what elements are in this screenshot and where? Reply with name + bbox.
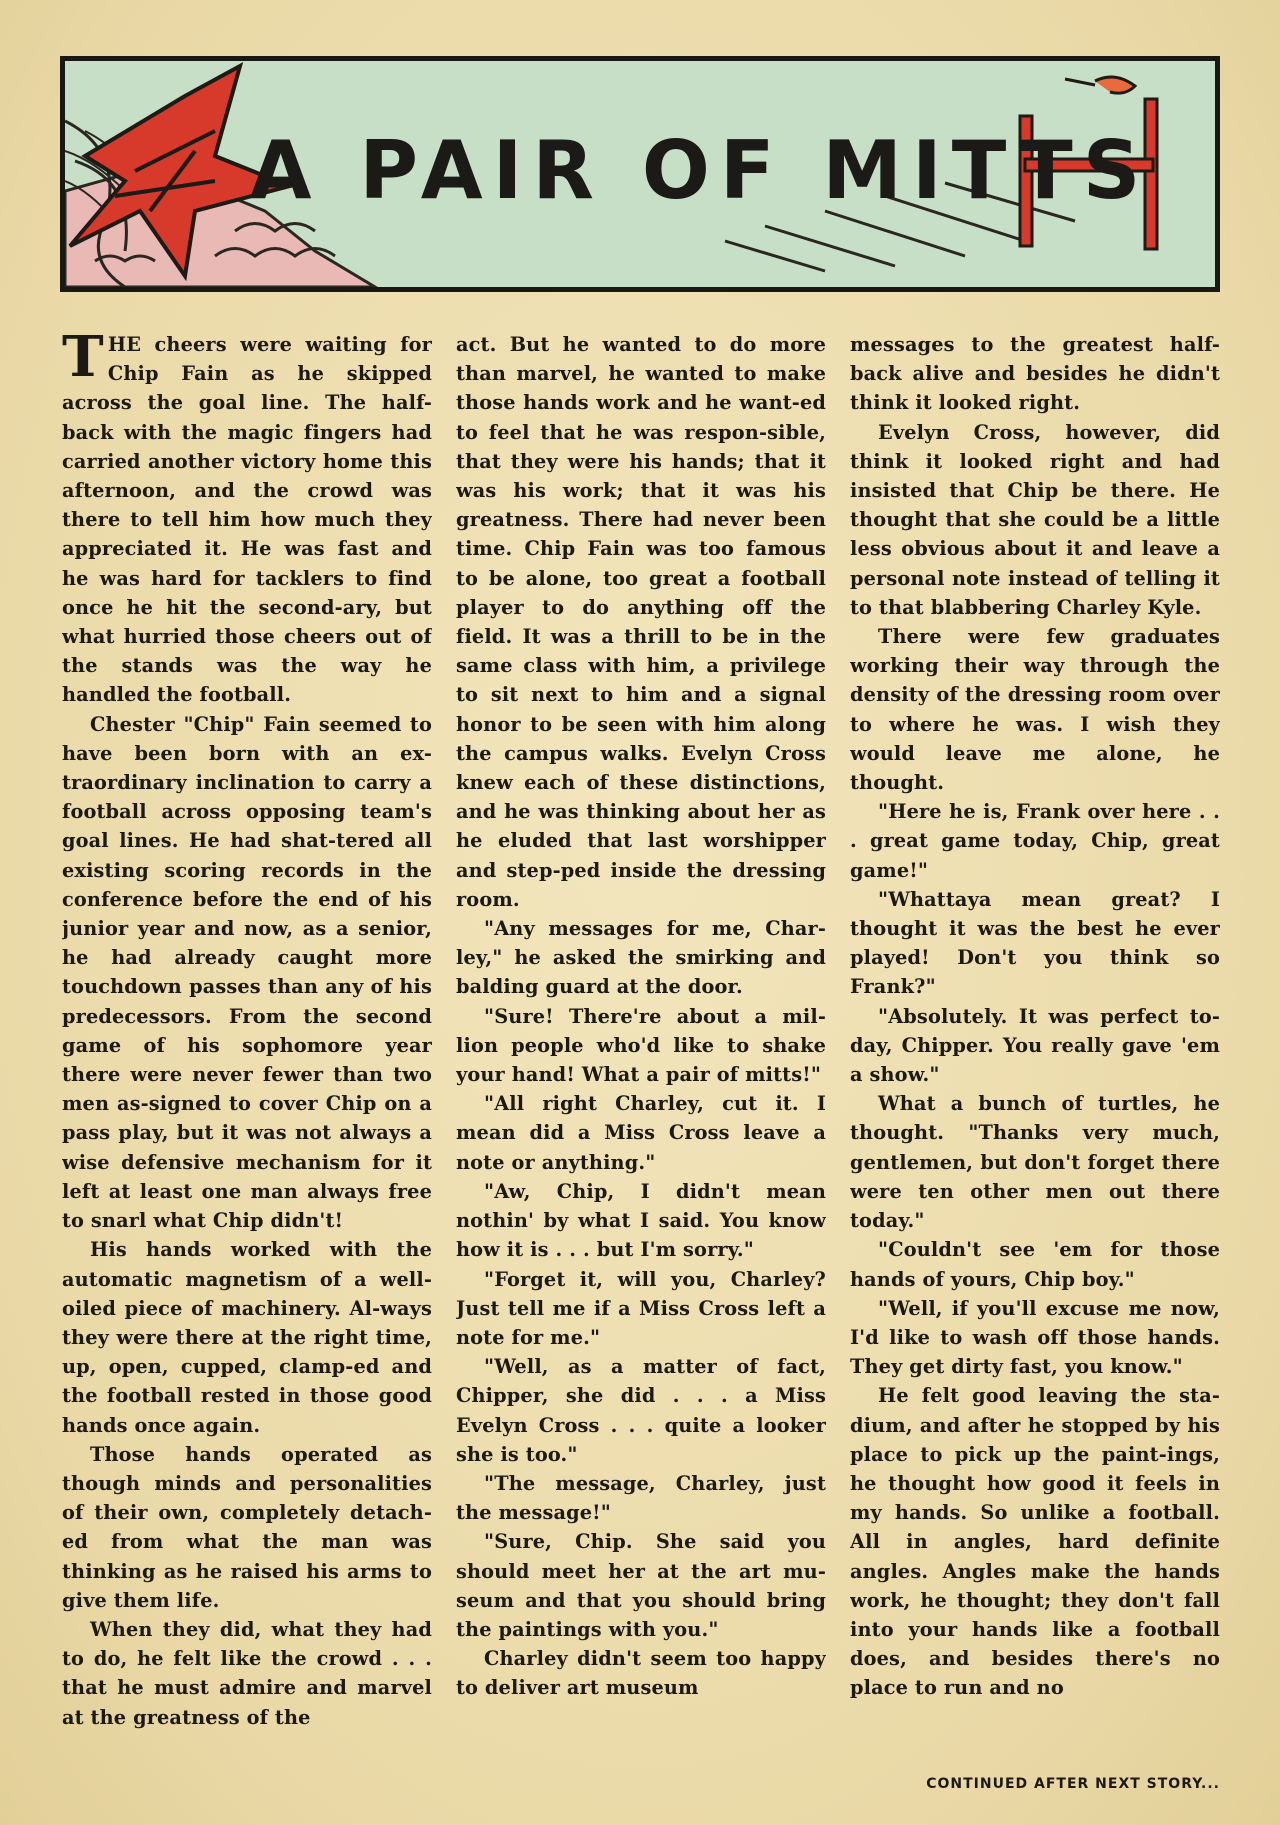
paragraph (456, 1002, 826, 1090)
paragraph (850, 1381, 1220, 1702)
paragraph-text: "Any messages for me, Char-ley," he asked the smirking and balding guard at the door. (456, 917, 826, 999)
text-column-3 (850, 330, 1220, 1770)
drop-cap: T (62, 330, 104, 390)
paragraph-text: act. But he wanted to do more than marvel, he wanted to make those hands work and he want-ed to feel that he was respon-sible, that they were his hands; that it was his work; that it was his greatness. There had never been time. Chip Fain was too famous to be alone, too great a football player to do anything off the field. It was a thrill to be in the same class with him, a privilege to sit next to him and a signal honor to be seen with him along the campus walks. Evelyn Cross knew each of these distinctions, and he was thinking about her as he eluded that last worshipper and step-ped inside the dressing room. (456, 333, 826, 911)
text-column-2 (456, 330, 826, 1770)
story-columns (62, 330, 1220, 1770)
paragraph (850, 418, 1220, 622)
paragraph (850, 330, 1220, 418)
paragraph (456, 1644, 826, 1702)
paragraph-text: "Well, if you'll excuse me now, I'd like to wash off those hands. They get dirty fast, you know." (850, 1296, 1220, 1379)
paragraph-text: "Aw, Chip, I didn't mean nothin' by what I said. You know how it is . . . but I'm sorry." (456, 1179, 826, 1262)
continued-notice: CONTINUED AFTER NEXT STORY... (926, 1776, 1220, 1792)
title-banner (60, 56, 1220, 292)
paragraph-text: messages to the greatest half-back alive and besides he didn't think it looked right. (850, 333, 1220, 415)
paragraph (850, 622, 1220, 797)
text-column-1 (62, 330, 432, 1770)
paragraph (62, 1615, 432, 1732)
paragraph (850, 797, 1220, 885)
paragraph (62, 330, 432, 710)
paragraph-text: "The message, Charley, just the message!" (456, 1471, 826, 1525)
paragraph-text: "All right Charley, cut it. I mean did a Miss Cross leave a note or anything." (456, 1092, 826, 1174)
paragraph-text: When they did, what they had to do, he felt like the crowd . . . that he must admire and marvel at the greatness of the (62, 1617, 432, 1729)
paragraph-text: "Sure, Chip. She said you should meet her at the art mu-seum and that you should bring the paintings with you." (456, 1530, 826, 1641)
paragraph-text: "Here he is, Frank over here . . . great game today, Chip, great game!" (850, 800, 1220, 882)
paragraph-text: "Well, as a matter of fact, Chipper, she did . . . a Miss Evelyn Cross . . . quite a looker she is too." (456, 1355, 826, 1466)
paragraph (456, 914, 826, 1002)
paragraph-text: Charley didn't seem too happy to deliver art museum (456, 1647, 826, 1700)
paragraph (850, 1089, 1220, 1235)
paragraph (850, 885, 1220, 1002)
paragraph-text: Those hands operated as though minds and personalities of their own, completely detach-ed from what the man was thinking as he raised his arms to give them life. (62, 1442, 432, 1612)
paragraph (456, 1177, 826, 1265)
paragraph-text: "Absolutely. It was perfect to-day, Chipper. You really gave 'em a show." (850, 1004, 1220, 1087)
paragraph (62, 1440, 432, 1615)
paragraph (850, 1002, 1220, 1090)
paragraph (456, 1469, 826, 1527)
paragraph-text: HE cheers were waiting for Chip Fain as he skipped across the goal line. The half-back with the magic fingers had carried another victory home this afternoon, and the crowd was there to tell him how much they appreciated it. He was fast and he was hard for tacklers to find once he hit the second-ary, but what hurried those cheers out of the stands was the way he handled the football. (62, 333, 432, 707)
paragraph (850, 1294, 1220, 1382)
paragraph (62, 710, 432, 1236)
paragraph (456, 1089, 826, 1177)
paragraph-text: "Forget it, will you, Charley? Just tell me if a Miss Cross left a note for me." (456, 1267, 826, 1349)
paragraph-text: "Sure! There're about a mil-lion people who'd like to shake your hand! What a pair of mitts!" (456, 1004, 826, 1087)
paragraph (850, 1235, 1220, 1293)
paragraph-text: There were few graduates working their way through the density of the dressing room over to where he was. I wish they would leave me alone, he thought. (850, 625, 1220, 795)
paragraph (456, 330, 826, 914)
paragraph-text: Chester "Chip" Fain seemed to have been born with an ex-traordinary inclination to carry a football across opposing team's goal lines. He had shat-tered all existing scoring records in the conference before the end of his junior year and now, as a senior, he had already caught more touchdown passes than any of his predecessors. From the second game of his sophomore year there were never fewer than two men as-signed to cover Chip on a pass play, but it was not always a wise defensive mechanism for it left at least one man always free to snarl what Chip didn't! (62, 712, 432, 1233)
paragraph-text: He felt good leaving the sta-dium, and after he stopped by his place to pick up the paint-ings, he thought how good it feels in my hands. So unlike a football. All in angles, hard definite angles. Angles make the hands work, he thought; they don't fall into your hands like a football does, and besides there's no place to run and no (850, 1384, 1220, 1700)
paragraph (62, 1235, 432, 1439)
paragraph (456, 1352, 826, 1469)
paragraph-text: His hands worked with the automatic magnetism of a well-oiled piece of machinery. Al-ways they were there at the right time, up, open, cupped, clamp-ed and the football rested in those good hands once again. (62, 1238, 432, 1437)
paragraph-text: Evelyn Cross, however, did think it looked right and had insisted that Chip be there. He thought that she could be a little less obvious about it and leave a personal note instead of telling it to that blabbering Charley Kyle. (850, 420, 1220, 619)
story-title: A PAIR OF MITTS (249, 124, 1151, 217)
paragraph (456, 1527, 826, 1644)
paragraph-text: "Couldn't see 'em for those hands of yours, Chip boy." (850, 1238, 1220, 1291)
paragraph-text: What a bunch of turtles, he thought. "Thanks very much, gentlemen, but don't forget there were ten other men out there today." (850, 1092, 1220, 1233)
paragraph-text: "Whattaya mean great? I thought it was the best he ever played! Don't you think so Frank?" (850, 887, 1220, 999)
paragraph (456, 1265, 826, 1353)
